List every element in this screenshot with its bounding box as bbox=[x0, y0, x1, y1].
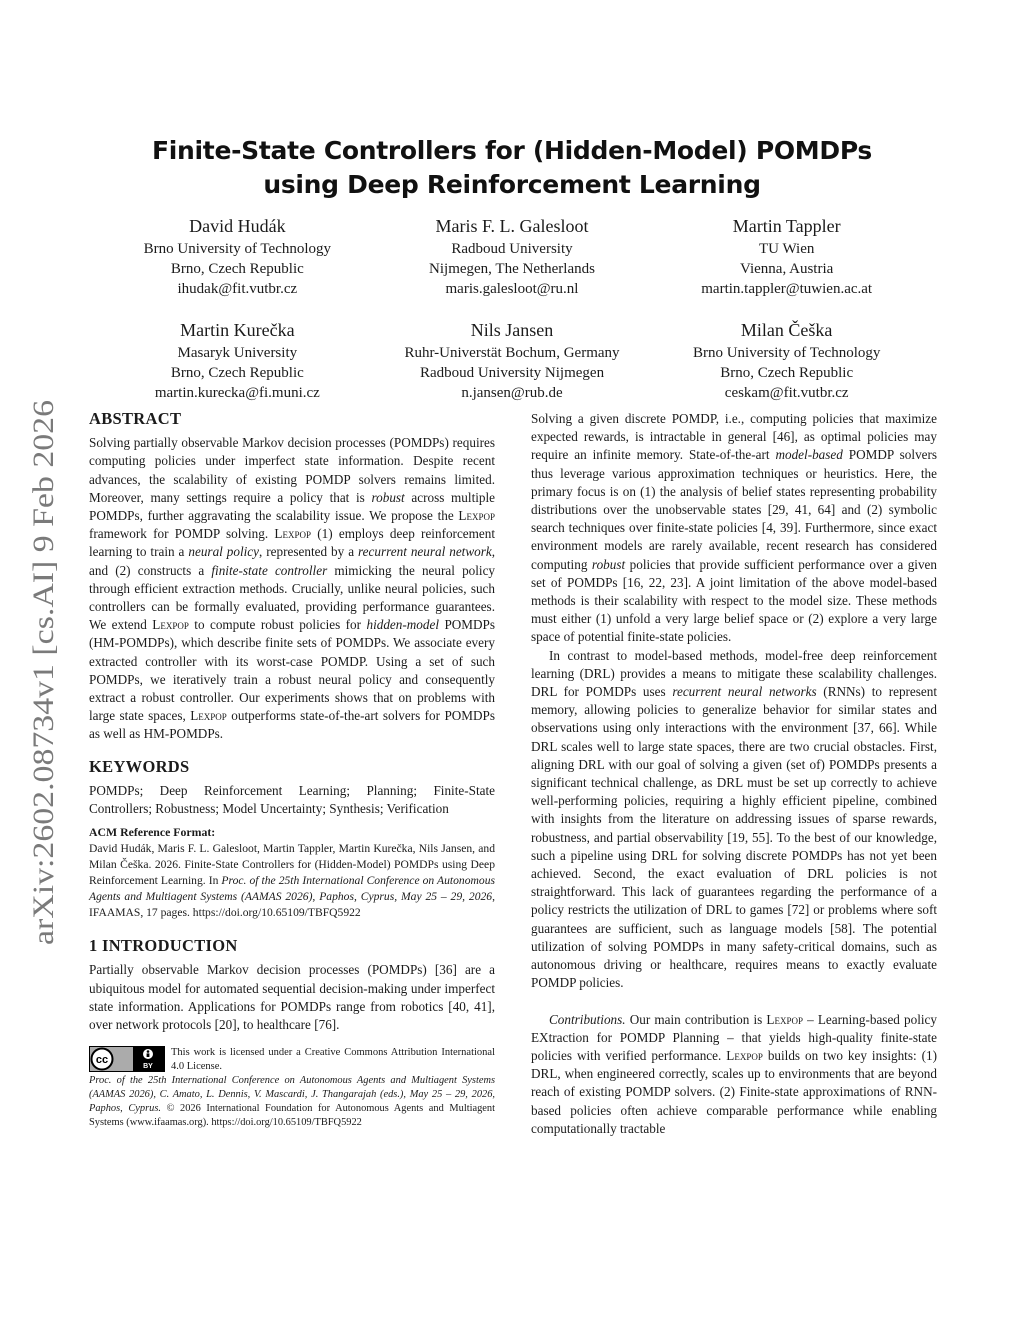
author-location: Brno, Czech Republic bbox=[720, 365, 854, 381]
author-affiliation: Radboud University bbox=[451, 241, 573, 257]
author-affiliation: Masaryk University bbox=[177, 345, 298, 361]
author-location: Brno, Czech Republic bbox=[170, 261, 304, 277]
author-name: Martin Kurečka bbox=[180, 320, 295, 340]
author-affiliation: Ruhr-Universtät Bochum, Germany bbox=[404, 345, 620, 361]
keywords-text: POMDPs; Deep Reinforcement Learning; Planning; Finite-State Controllers; Robustness; Model Uncertainty; Synthesis; Verification bbox=[89, 782, 495, 817]
author-location: Vienna, Austria bbox=[740, 261, 834, 277]
author-card bbox=[375, 317, 650, 403]
author-email: ihudak@fit.vutbr.cz bbox=[177, 281, 298, 297]
author-card bbox=[375, 213, 650, 299]
by-badge-label: BY bbox=[143, 1063, 153, 1071]
author-name: David Hudák bbox=[189, 216, 286, 236]
acm-reference-heading: ACM Reference Format: bbox=[89, 825, 216, 840]
author-card bbox=[100, 213, 375, 299]
contributions-label: Contributions. bbox=[549, 1011, 626, 1027]
intro-paragraph-2: In contrast to model-based methods, model-free deep reinforcement learning (DRL) provides a means to mitigate these scalability challenges. DRL for POMDPs uses recurrent neural networks (RNNs) to represent memory, allowing policies to generalize behavior for similar states and observations using only interactions with the environment [37, 66]. While DRL scales well to large state spaces, there are two crucial obstacles. First, aligning DRL with our goal of solving a given (set of) POMDPs presents a significant technical challenge, as DRL must be set up correctly to achieve well-performing policies, requiring a highly efficient pipeline, combined with insights from the literature on addressing issues of sparse rewards, robustness, and partial observability [19, 55]. To the best of our knowledge, such a pipeline using DRL for solving discrete POMDPs has not yet been achieved. Second, the exact evaluation of DRL policies is not straightforward. This lack of guarantees regarding the performance of a policy restricts the utilization of DRL to games [72] or problems where soft guarantees are sufficient, such as language models [58]. The potential utilization of solving POMDPs in many safety-critical domains, such as autonomous driving or healthcare, requires means to exactly evaluate POMDP policies. bbox=[531, 647, 938, 991]
introduction-text: Partially observable Markov decision processes (POMDPs) [36] are a ubiquitous model for automated sequential decision-making under imperfect state information. Applications for POMDPs range from robotics [40, 41], over network protocols [20], to healthcare [76]. bbox=[89, 962, 495, 1033]
proceedings-footnote: Proc. of the 25th International Conference on Autonomous Agents and Multiagent Systems (AAMAS 2026), C. Amato, L. Dennis, V. Mascardi, J. Thangarajah (eds.), May 25 – 29, 2026, Paphos, Cyprus. © 2026 International Foundation for Autonomous Agents and Multiagent Systems (www.ifaamas.org). https://doi.org/10.65109/TBFQ5922 bbox=[89, 1075, 495, 1129]
author-location: Nijmegen, The Netherlands bbox=[429, 261, 595, 277]
author-row-1 bbox=[100, 213, 924, 299]
author-card bbox=[649, 317, 924, 403]
intro-paragraph-1: Solving a given discrete POMDP, i.e., computing policies that maximize expected rewards, is intractable in general [46], as optimal policies may require an infinite memory. State-of-the-art model-based POMDP solvers thus leverage various approximation techniques or heuristics. Here, the primary focus is on (1) the analysis of belief states representing probability distributions over the unobservable states [29, 41, 64] and (2) symbolic search techniques over finite-state policies [4, 39]. Furthermore, since exact environment models are rarely available, recent research has considered computing robust policies that provide sufficient performance over a given set of POMDPs [16, 22, 23]. A joint limitation of the above model-based methods is their scalability with respect to the model size. These methods must either (1) unfold a very large belief space or (2) explore a very large space of potential finite-state policies. bbox=[531, 411, 938, 645]
arxiv-stamp bbox=[15, 390, 65, 950]
author-card bbox=[649, 213, 924, 299]
author-email: ceskam@fit.vutbr.cz bbox=[724, 385, 849, 401]
title-line-1: Finite-State Controllers for (Hidden-Model) POMDPs bbox=[151, 136, 872, 165]
title-line-2: using Deep Reinforcement Learning bbox=[263, 170, 761, 199]
cc-badge-label: cc bbox=[95, 1054, 109, 1067]
author-name: Maris F. L. Galesloot bbox=[435, 216, 589, 236]
author-name: Milan Češka bbox=[740, 320, 833, 340]
author-affiliation: Brno University of Technology bbox=[143, 241, 332, 257]
author-affiliation: TU Wien bbox=[759, 241, 815, 257]
author-name: Nils Jansen bbox=[470, 320, 554, 340]
acm-reference-text: David Hudák, Maris F. L. Galesloot, Martin Tappler, Martin Kurečka, Nils Jansen, and Milan Češka. 2026. Finite-State Controllers for (Hidden-Model) POMDPs using Deep Reinforcement Learning. In Proc. of the 25th International Conference on Autonomous Agents and Multiagent Systems (AAMAS 2026), Paphos, Cyprus, May 25 – 29, 2026, IFAAMAS, 17 pages. https://doi.org/10.65109/TBFQ5922 bbox=[89, 842, 496, 920]
arxiv-id: arXiv:2602.08734v1 [cs.AI] 9 Feb 2026 bbox=[27, 461, 60, 945]
author-row-2 bbox=[100, 317, 924, 403]
paper-title bbox=[100, 134, 924, 202]
author-email: martin.kurecka@fi.muni.cz bbox=[154, 385, 320, 401]
introduction-heading: 1 INTRODUCTION bbox=[89, 936, 238, 956]
author-email: n.jansen@rub.de bbox=[461, 385, 563, 401]
right-column bbox=[531, 410, 937, 1138]
author-block bbox=[100, 213, 924, 421]
author-card bbox=[100, 317, 375, 403]
author-location: Brno, Czech Republic bbox=[170, 365, 304, 381]
abstract-heading: ABSTRACT bbox=[89, 409, 182, 428]
license-text: This work is licensed under a Creative Commons Attribution International 4.0 License. bbox=[171, 1047, 495, 1073]
left-column bbox=[89, 410, 495, 1130]
author-location: Radboud University Nijmegen bbox=[419, 365, 605, 381]
author-affiliation: Brno University of Technology bbox=[692, 345, 881, 361]
cc-by-license-icon bbox=[89, 1046, 165, 1072]
abstract-text: Solving partially observable Markov decision processes (POMDPs) requires computing policies under imperfect state information. Despite recent advances, the scalability of existing POMDP solvers remains limited. Moreover, many settings require a policy that is robust across multiple POMDPs, further aggravating the scalability issue. We propose the Lexpop framework for POMDP solving. Lexpop (1) employs deep reinforcement learning to train a neural policy, represented by a recurrent neural network, and (2) constructs a finite-state controller mimicking the neural policy through efficient extraction methods. Crucially, unlike neural policies, such controllers can be formally evaluated, providing performance guarantees. We extend Lexpop to compute robust policies for hidden-model POMDPs (HM-POMDPs), which describe finite sets of POMDPs. We associate every extracted controller with its worst-case POMDP. Using a set of such POMDPs, we iteratively train a robust neural policy and consequently extract a robust controller. Our experiments shows that on problems with large state spaces, Lexpop outperforms state-of-the-art solvers for POMDPs as well as HM-POMDPs. bbox=[89, 435, 496, 742]
author-name: Martin Tappler bbox=[732, 216, 841, 236]
contributions-paragraph: Contributions. Our main contribution is Lexpop – Learning-based policy EXtraction for POMDP Planning – that yields high-quality finite-state policies with verified performance. Lexpop builds on two key insights: (1) DRL, when engineered correctly, scales up to environments that are beyond reach of existing POMDP solvers. (2) Finite-state approximations of RNN-based policies often achieve comparable performance while enabling computationally tractable bbox=[531, 1011, 937, 1136]
license-block bbox=[89, 1046, 495, 1074]
keywords-heading: KEYWORDS bbox=[89, 756, 190, 776]
author-email: maris.galesloot@ru.nl bbox=[445, 281, 579, 297]
author-email: martin.tappler@tuwien.ac.at bbox=[701, 281, 873, 297]
